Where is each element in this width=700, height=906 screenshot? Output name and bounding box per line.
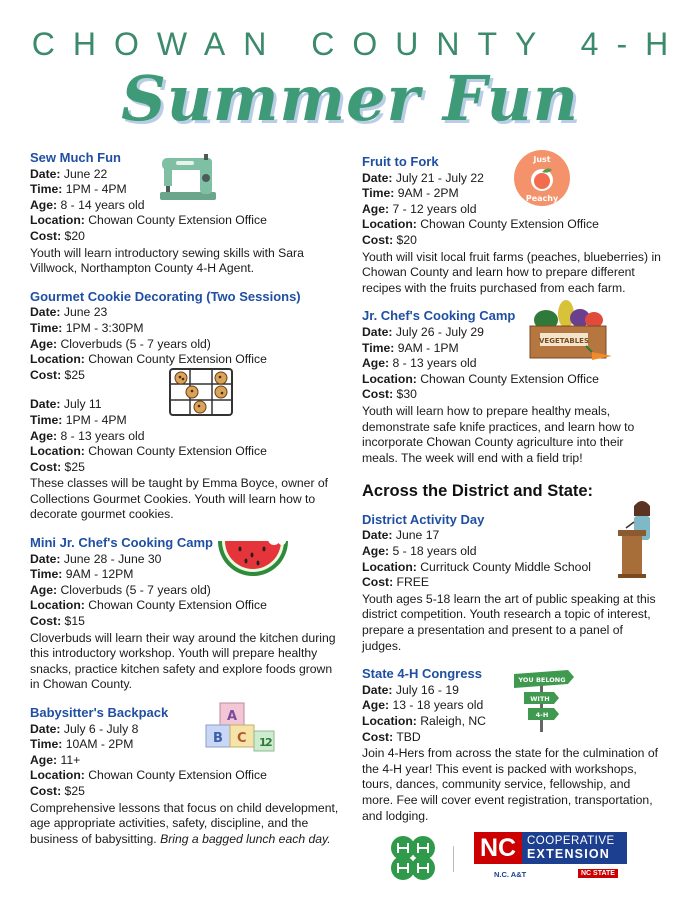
event-time: Time: 9AM - 2PM bbox=[362, 186, 459, 201]
four-h-clover-icon bbox=[388, 833, 438, 883]
event-age: Age: 11+ bbox=[30, 752, 81, 767]
event-age: Age: 8 - 14 years old bbox=[30, 197, 145, 212]
event-time: Time: 9AM - 1PM bbox=[362, 340, 459, 355]
baby-blocks-icon bbox=[202, 701, 278, 759]
page-title: Summer Fun bbox=[121, 62, 579, 135]
event-cost: Cost: TBD bbox=[362, 729, 421, 744]
svg-text:A: A bbox=[227, 709, 238, 724]
watermelon-icon bbox=[216, 535, 290, 581]
event-location: Location: Currituck County Middle School bbox=[362, 559, 591, 574]
event-fruit-to-fork bbox=[362, 154, 662, 296]
speaker-podium-icon bbox=[614, 498, 658, 578]
event-description: Youth will visit local fruit farms (peaches, blueberries) in Chowan County and learn how to prepare different recipes with the fruits purchased from each farm. bbox=[362, 249, 661, 295]
nc-cooperative-extension-logo bbox=[474, 832, 627, 864]
event-location: Location: Chowan County Extension Office bbox=[30, 352, 267, 367]
nc-mark: NC bbox=[474, 832, 522, 864]
ncstate-logo: NC STATE bbox=[578, 869, 618, 878]
event-location: Location: Raleigh, NC bbox=[362, 714, 486, 728]
event-state-4h-congress bbox=[362, 666, 662, 824]
svg-text:VEGETABLES: VEGETABLES bbox=[539, 337, 589, 346]
svg-text:4-H: 4-H bbox=[535, 711, 549, 720]
event-description: Youth ages 5-18 learn the art of public speaking at this district competition. Youth research a topic of interest, prepare a presentation and present to a panel of judges. bbox=[362, 591, 656, 653]
event-date-2: Date: July 11 bbox=[30, 397, 102, 412]
svg-text:Just: Just bbox=[533, 155, 551, 164]
event-time-2: Time: 1PM - 4PM bbox=[30, 412, 127, 427]
event-description: Youth will learn introductory sewing skills with Sara Villwock, Northampton County 4-H Agent. bbox=[30, 245, 304, 276]
event-cookie-decorating bbox=[30, 289, 340, 523]
event-description: Youth will learn how to prepare healthy meals, demonstrate safe knife practices, and learn how to incorporate Chowan County agriculture into their meals. The week will end with a field trip! bbox=[362, 403, 635, 465]
event-date: Date: June 22 bbox=[30, 166, 108, 181]
event-date: Date: June 17 bbox=[362, 528, 440, 543]
event-date: Date: June 28 - June 30 bbox=[30, 551, 162, 566]
event-description: Comprehensive lessons that focus on child development, age appropriate activities, safety, discipline, and the business of babysitting. Bring a bagged lunch each day. bbox=[30, 800, 339, 846]
event-time: Time: 1PM - 3:30PM bbox=[30, 320, 144, 335]
svg-text:C: C bbox=[237, 731, 247, 746]
event-age: Age: 7 - 12 years old bbox=[362, 201, 477, 216]
vegetable-crate-icon bbox=[526, 300, 614, 364]
event-date: Date: July 16 - 19 bbox=[362, 682, 459, 697]
event-cost: Cost: $20 bbox=[30, 228, 85, 243]
event-jr-chef bbox=[362, 308, 662, 466]
event-location-2: Location: Chowan County Extension Office bbox=[30, 444, 267, 459]
event-description: Cloverbuds will learn their way around the kitchen during this introductory workshop. Youth will prepare healthy snacks, practice kitchen safety and explore foods grown in Chowan County. bbox=[30, 630, 336, 692]
event-date: Date: June 23 bbox=[30, 305, 108, 320]
sewing-machine-icon bbox=[156, 152, 218, 204]
event-title: Fruit to Fork bbox=[362, 154, 439, 169]
event-time: Time: 1PM - 4PM bbox=[30, 182, 127, 197]
left-column bbox=[30, 150, 340, 859]
district-heading: Across the District and State: bbox=[362, 482, 594, 501]
event-age: Age: Cloverbuds (5 - 7 years old) bbox=[30, 582, 211, 597]
event-title: State 4-H Congress bbox=[362, 666, 482, 682]
svg-text:2: 2 bbox=[265, 736, 273, 749]
event-mini-jr-chef bbox=[30, 535, 340, 693]
footer-divider bbox=[453, 846, 454, 872]
svg-text:YOU BELONG: YOU BELONG bbox=[518, 676, 566, 685]
event-location: Location: Chowan County Extension Office bbox=[362, 371, 599, 386]
nc-line-2: EXTENSION bbox=[527, 847, 611, 861]
event-age: Age: 5 - 18 years old bbox=[362, 544, 477, 559]
event-title: Mini Jr. Chef's Cooking Camp bbox=[30, 535, 213, 551]
event-title: Jr. Chef's Cooking Camp bbox=[362, 308, 516, 324]
right-column bbox=[362, 154, 662, 836]
event-note: Bring a bagged lunch each day. bbox=[160, 831, 331, 846]
event-cost: Cost: $15 bbox=[30, 614, 85, 629]
svg-text:B: B bbox=[213, 731, 223, 746]
org-heading: CHOWAN COUNTY 4-H bbox=[31, 26, 687, 62]
svg-text:Peachy: Peachy bbox=[525, 194, 559, 203]
event-age-2: Age: 8 - 13 years old bbox=[30, 428, 145, 443]
event-district-activity-day bbox=[362, 512, 662, 654]
event-time: Time: 9AM - 12PM bbox=[30, 567, 134, 582]
event-sew-much-fun bbox=[30, 150, 340, 277]
event-description: These classes will be taught by Emma Boyce, owner of Collections Gourmet Cookies. Youth will learn how to decorate gourmet cookies. bbox=[30, 476, 329, 522]
event-date: Date: July 26 - July 29 bbox=[362, 324, 484, 339]
event-location: Location: Chowan County Extension Office bbox=[362, 217, 599, 232]
event-age: Age: 8 - 13 years old bbox=[362, 356, 477, 371]
event-date: Date: July 6 - July 8 bbox=[30, 721, 139, 736]
event-cost: Cost: $25 bbox=[30, 367, 85, 382]
event-date: Date: July 21 - July 22 bbox=[362, 170, 484, 185]
svg-text:1: 1 bbox=[259, 736, 267, 749]
peach-badge-icon bbox=[512, 148, 572, 208]
event-location: Location: Chowan County Extension Office bbox=[30, 768, 267, 783]
ncat-logo: N.C. A&T bbox=[494, 870, 527, 879]
event-location: Location: Chowan County Extension Office bbox=[30, 213, 267, 228]
signpost-icon bbox=[510, 668, 576, 732]
event-cost: Cost: $20 bbox=[362, 232, 417, 247]
nc-line-1: COOPERATIVE bbox=[527, 835, 615, 847]
event-title: Sew Much Fun bbox=[30, 150, 121, 165]
event-age: Age: 13 - 18 years old bbox=[362, 698, 484, 713]
event-babysitters-backpack bbox=[30, 705, 340, 847]
event-age: Age: Cloverbuds (5 - 7 years old) bbox=[30, 336, 211, 351]
event-time: Time: 10AM - 2PM bbox=[30, 737, 134, 752]
event-cost-2: Cost: $25 bbox=[30, 459, 85, 474]
event-description: Join 4-Hers from across the state for the culmination of the 4-H year! This event is packed with workshops, tours, dances, community service, fellowship, and more. Fee will cover event registration, transportation, and lodging. bbox=[362, 746, 659, 823]
event-cost: Cost: FREE bbox=[362, 575, 430, 590]
event-cost: Cost: $25 bbox=[30, 783, 85, 798]
event-title: Gourmet Cookie Decorating (Two Sessions) bbox=[30, 288, 301, 304]
cookie-tray-icon bbox=[168, 367, 234, 417]
event-cost: Cost: $30 bbox=[362, 387, 417, 402]
svg-text:WITH: WITH bbox=[530, 695, 550, 704]
event-title: Babysitter's Backpack bbox=[30, 705, 169, 720]
event-location: Location: Chowan County Extension Office bbox=[30, 598, 267, 613]
event-title: District Activity Day bbox=[362, 511, 485, 527]
